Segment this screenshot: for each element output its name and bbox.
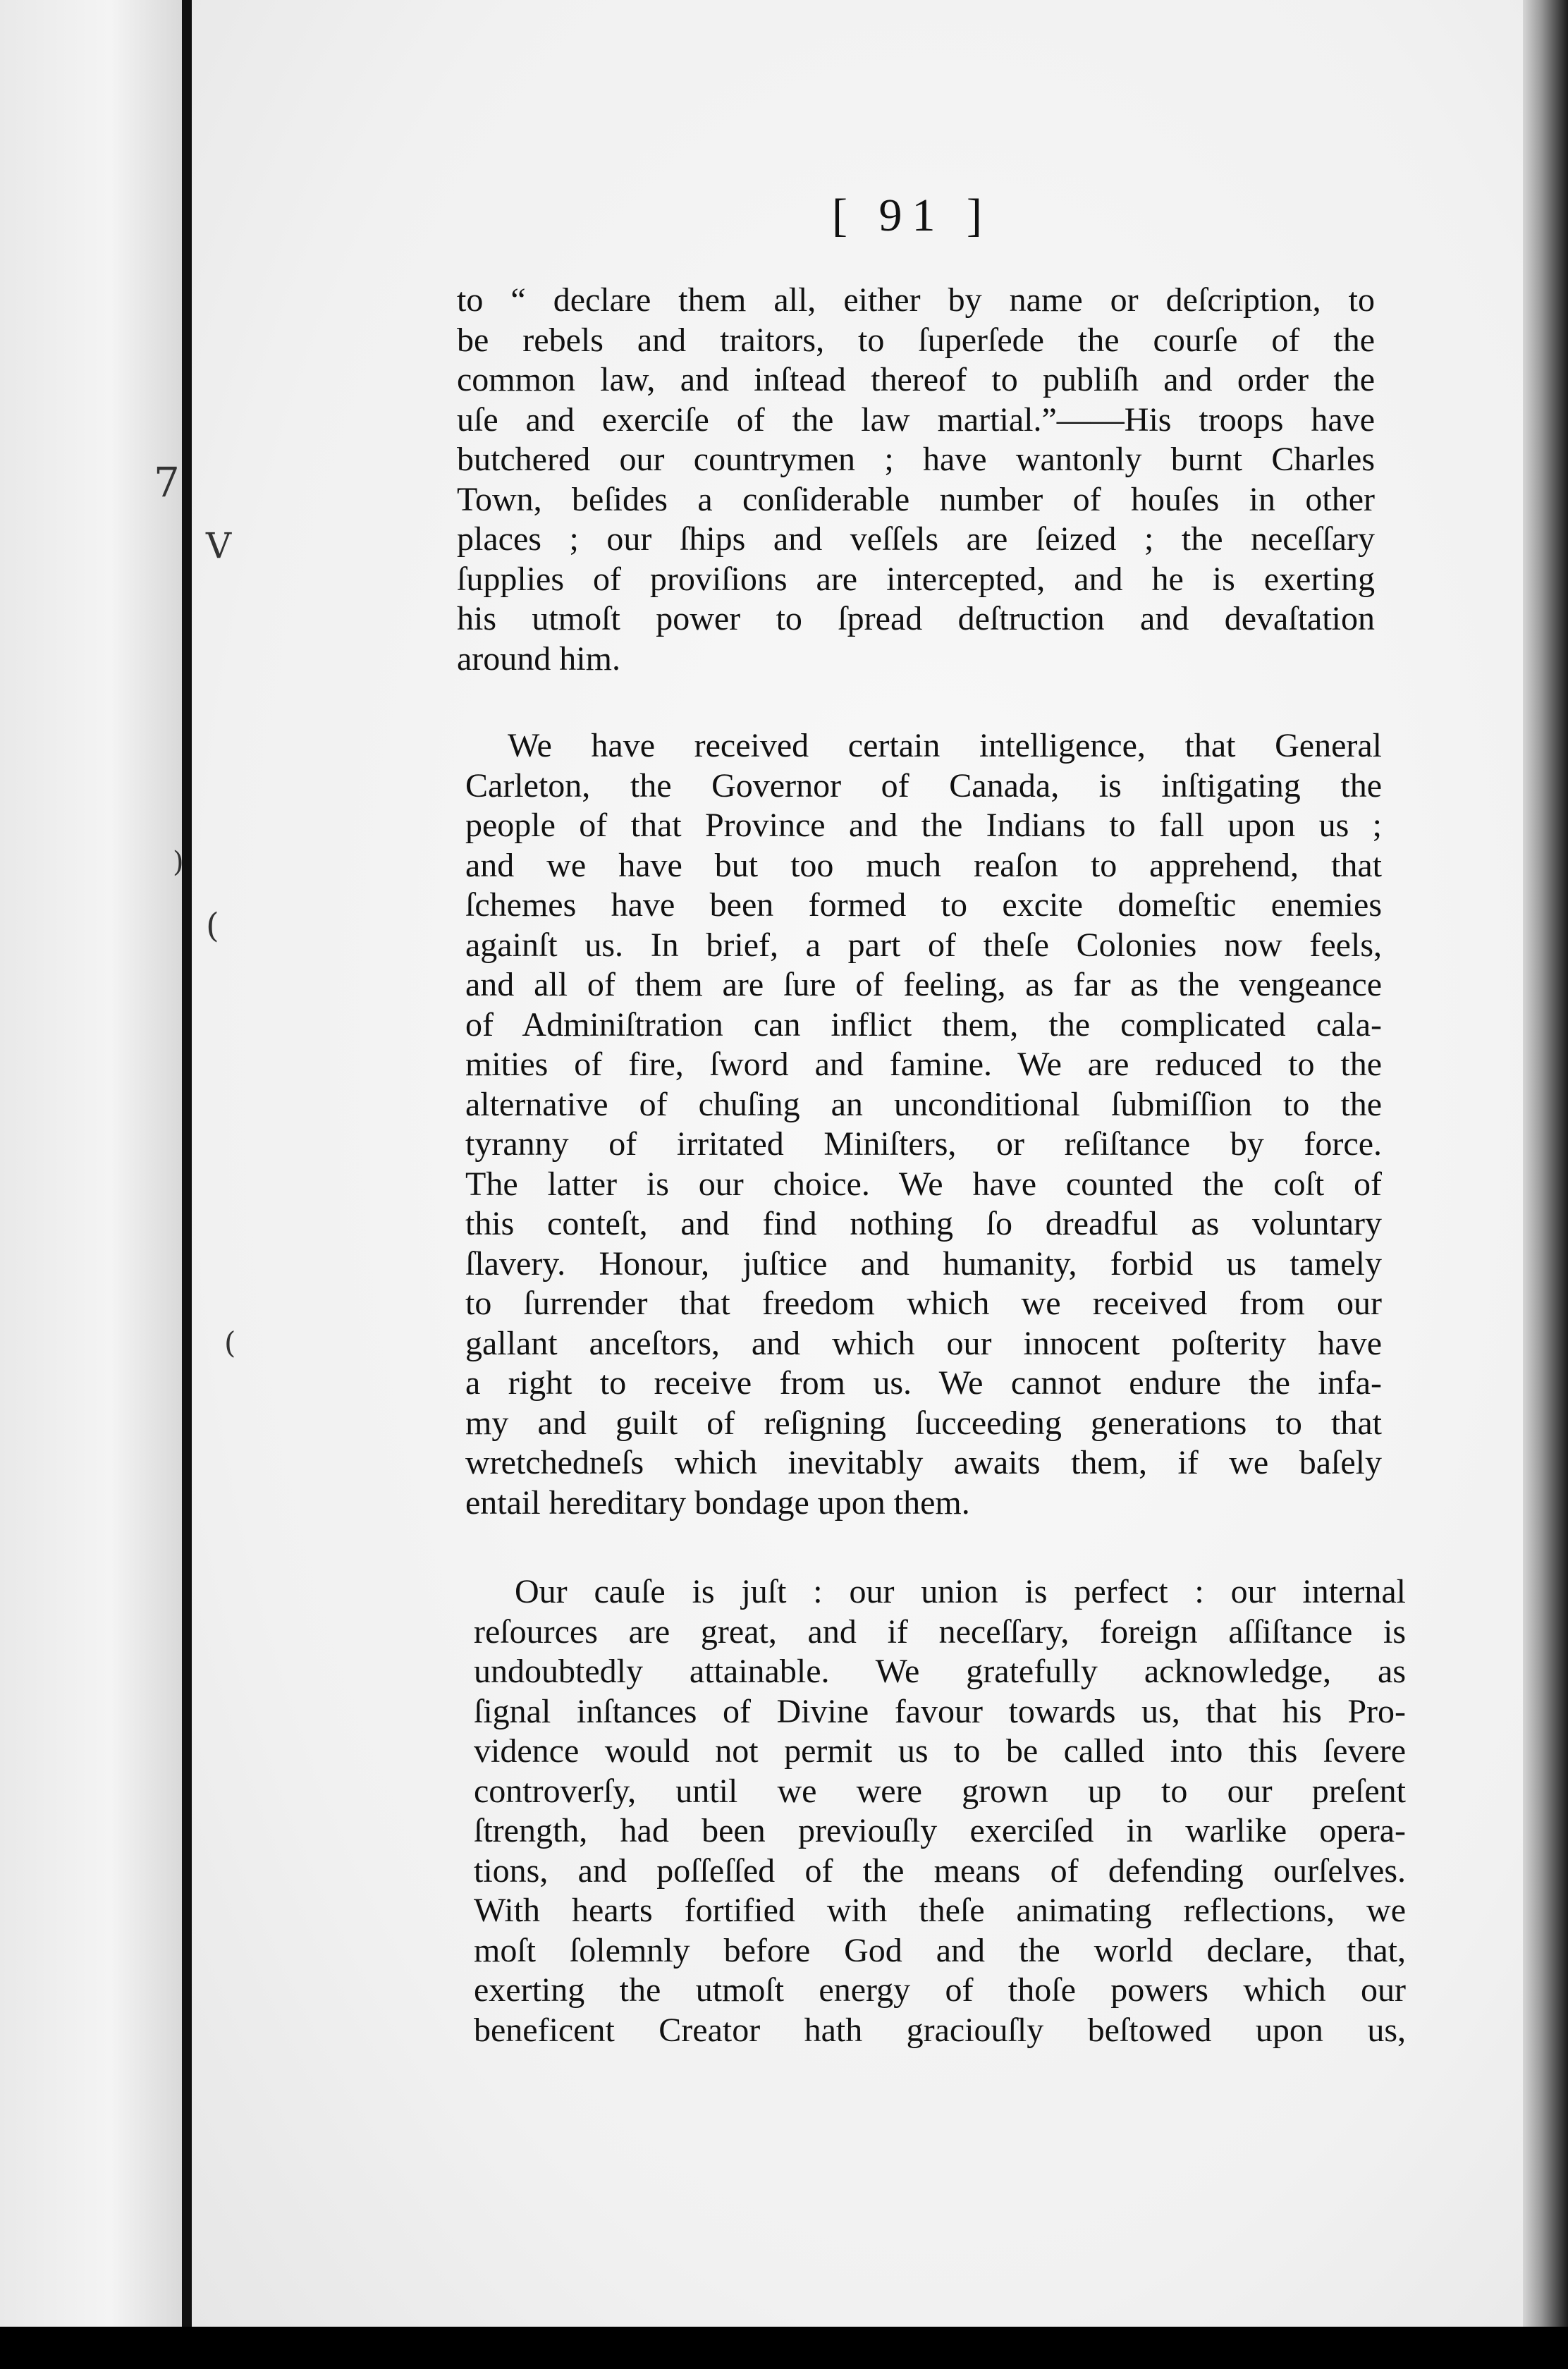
text-line: and all of them are ſure of feeling, as far as the vengeance	[465, 966, 1382, 1003]
text-line: controverſy, until we were grown up to our preſent	[474, 1772, 1406, 1810]
text-line: ſlavery. Honour, juſtice and humanity, forbid us tamely	[465, 1244, 1382, 1283]
text-line: exerting the utmoſt energy of thoſe powers which our	[474, 1971, 1406, 2009]
text-line: and we have but too much reaſon to apprehend, that	[465, 846, 1382, 884]
text-line: be rebels and traitors, to ſuperſede the courſe of the	[457, 321, 1375, 359]
text-line: his utmoſt power to ſpread deſtruction and devaſtation	[457, 600, 1375, 637]
paragraph-1	[457, 281, 1375, 679]
margin-mark: )	[173, 846, 184, 879]
text-line: tyranny of irritated Miniſters, or reſiſtance by force.	[465, 1125, 1382, 1163]
text-line: entail hereditary bondage upon them.	[465, 1483, 970, 1522]
text-line: ſupplies of proviſions are intercepted, and he is exerting	[457, 560, 1375, 598]
text-line: gallant anceſtors, and which our innocent poſterity have	[465, 1324, 1382, 1362]
text-line: undoubtedly attainable. We gratefully acknowledge, as	[474, 1653, 1406, 1690]
binding-gutter	[182, 0, 192, 2334]
text-line: to “ declare them all, either by name or deſcription, to	[457, 281, 1375, 319]
text-line: of Adminiſtration can inflict them, the complicated cala-	[465, 1005, 1382, 1043]
text-line: this conteſt, and find nothing ſo dreadful as voluntary	[465, 1205, 1382, 1242]
text-line: beneficent Creator hath graciouſly beſtowed upon us,	[474, 2011, 1406, 2049]
margin-mark: (	[224, 1326, 236, 1360]
text-line: ſchemes have been formed to excite domeſtic enemies	[465, 886, 1382, 924]
text-line: We have received certain intelligence, that General	[508, 727, 1382, 764]
text-line: alternative of chuſing an unconditional ſubmiſſion to the	[465, 1085, 1382, 1123]
text-line: around him.	[457, 639, 620, 678]
margin-mark: 7	[154, 458, 180, 506]
text-line: vidence would not permit us to be called into this ſevere	[474, 1732, 1406, 1770]
text-line: Carleton, the Governor of Canada, is inſtigating the	[465, 766, 1382, 804]
text-line: a right to receive from us. We cannot endure the infa-	[465, 1364, 1382, 1402]
text-line: tions, and poſſeſſed of the means of defending ourſelves.	[474, 1851, 1406, 1890]
right-page-edge	[1523, 0, 1568, 2369]
text-line: againſt us. In brief, a part of theſe Colonies now feels,	[465, 926, 1382, 964]
paragraph-2	[465, 726, 1382, 1523]
margin-mark: V	[206, 525, 232, 566]
text-line: ſtrength, had been previouſly exerciſed in warlike opera-	[474, 1812, 1406, 1849]
text-line: Our cauſe is juſt : our union is perfect : our internal	[515, 1573, 1406, 1610]
text-line: wretchedneſs which inevitably awaits them, if we baſely	[465, 1444, 1382, 1481]
text-line: to ſurrender that freedom which we received from our	[465, 1285, 1382, 1322]
text-line: people of that Province and the Indians to fall upon us ;	[465, 807, 1382, 844]
margin-mark: (	[206, 906, 219, 945]
text-line: ſignal inſtances of Divine favour towards us, that his Pro-	[474, 1692, 1406, 1730]
page-number: [ 91 ]	[832, 190, 992, 241]
text-line: mities of fire, ſword and famine. We are reduced to the	[465, 1046, 1382, 1083]
paragraph-3	[474, 1572, 1406, 2050]
text-line: common law, and inſtead thereof to publiſh and order the	[457, 361, 1375, 398]
text-line: Town, beſides a conſiderable number of houſes in other	[457, 480, 1375, 518]
scan-bottom-border	[0, 2327, 1568, 2369]
text-line: my and guilt of reſigning ſucceeding generations to that	[465, 1404, 1382, 1442]
text-line: moſt ſolemnly before God and the world declare, that,	[474, 1931, 1406, 1969]
text-line: reſources are great, and if neceſſary, foreign aſſiſtance is	[474, 1612, 1406, 1651]
text-line: butchered our countrymen ; have wantonly burnt Charles	[457, 441, 1375, 478]
left-page-edge	[0, 0, 185, 2327]
text-line: places ; our ſhips and veſſels are ſeized ; the neceſſary	[457, 520, 1375, 558]
text-line: The latter is our choice. We have counted the coſt of	[465, 1165, 1382, 1203]
text-line: uſe and exerciſe of the law martial.”——His troops have	[457, 400, 1375, 439]
text-line: With hearts fortified with theſe animating reflections, we	[474, 1892, 1406, 1929]
